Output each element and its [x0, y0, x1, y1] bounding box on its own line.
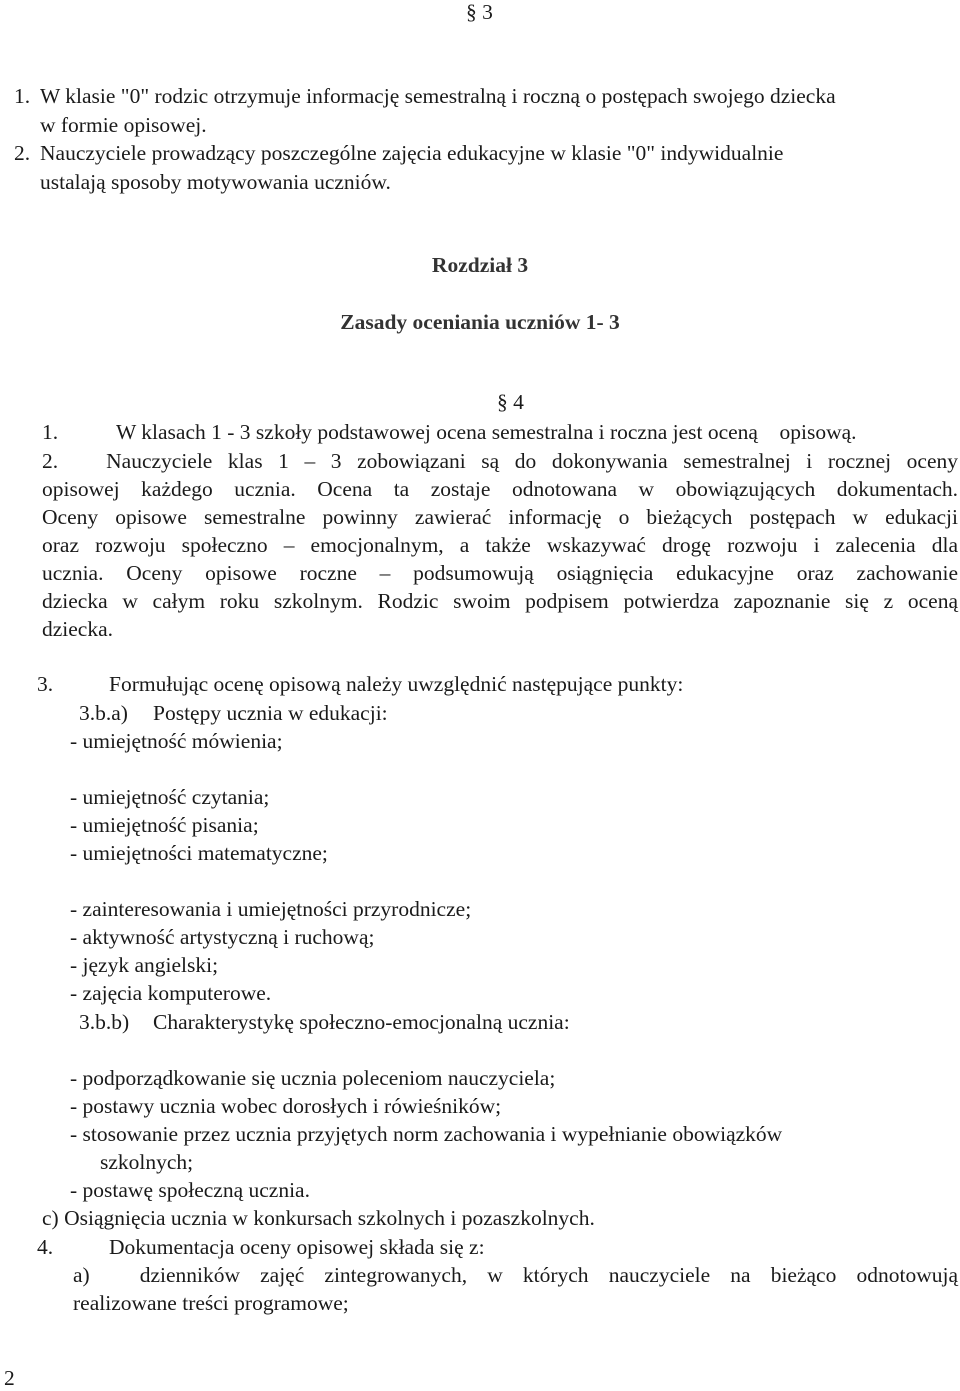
sub-text-continuation: realizowane treści programowe; — [73, 1291, 349, 1315]
paragraph-line: Oceny opisowe semestralne powinny zawierać informację o bieżących postępach w edukacji — [42, 505, 958, 529]
list-entry: - umiejętność mówienia; — [70, 729, 283, 753]
item-text: Nauczyciele prowadzący poszczególne zajęcia edukacyjne w klasie "0" indywidualnie — [40, 141, 784, 165]
list-item — [14, 86, 836, 108]
list-entry: - język angielski; — [70, 953, 219, 977]
list-entry: - zainteresowania i umiejętności przyrodnicze; — [70, 897, 472, 921]
list-item — [37, 674, 683, 696]
item-number: 1. — [42, 420, 59, 444]
paragraph-line: ucznia. Oceny opisowe roczne – podsumowują osiągnięcia edukacyjne oraz zachowanie — [42, 561, 958, 585]
list-entry: - postawę społeczną ucznia. — [70, 1178, 310, 1202]
list-entry: - podporządkowanie się ucznia poleceniom nauczyciela; — [70, 1066, 556, 1090]
item-text: W klasach 1 - 3 szkoły podstawowej ocena semestralna i roczna jest oceną opisową. — [116, 420, 857, 444]
item-text: W klasie "0" rodzic otrzymuje informację semestralną i roczną o postępach swojego dziecka — [40, 84, 836, 108]
item-number: 1. — [14, 84, 31, 108]
list-entry: - umiejętność pisania; — [70, 813, 259, 837]
list-item — [14, 143, 783, 165]
paragraph-line: oraz rozwoju społeczno – emocjonalnym, a także wskazywać drogę rozwoju i zalecenia dla — [42, 533, 958, 557]
sub-item — [73, 1265, 958, 1287]
sub-label: 3.b.b) — [79, 1010, 130, 1034]
list-entry-continuation: szkolnych; — [100, 1150, 194, 1174]
sub-title: Postępy ucznia w edukacji: — [153, 701, 388, 725]
list-entry: - umiejętność czytania; — [70, 785, 270, 809]
list-entry: - stosowanie przez ucznia przyjętych norm zachowania i wypełnianie obowiązków — [70, 1122, 783, 1146]
item-number: 2. — [14, 141, 31, 165]
sub-label: 3.b.a) — [79, 701, 128, 725]
paragraph-line: opisowej każdego ucznia. Ocena ta zostaje odnotowana w obowiązujących dokumentach. — [42, 477, 958, 501]
sub-text: dzienników zajęć zintegrowanych, w których nauczyciele na bieżąco odnotowują — [139, 1263, 958, 1287]
sub-heading: c) Osiągnięcia ucznia w konkursach szkolnych i pozaszkolnych. — [42, 1206, 595, 1230]
section-mark: § 3 — [466, 0, 493, 24]
sub-label: a) — [73, 1263, 90, 1287]
chapter-subtitle: Zasady oceniania uczniów 1- 3 — [340, 310, 620, 334]
item-text: Formułując ocenę opisową należy uwzględnić następujące punkty: — [109, 672, 684, 696]
item-text-continuation: w formie opisowej. — [40, 113, 207, 137]
paragraph-line: dziecka w całym roku szkolnym. Rodzic swoim podpisem potwierdza zapoznanie się z oceną — [42, 589, 958, 613]
item-text-continuation: ustalają sposoby motywowania uczniów. — [40, 170, 391, 194]
list-entry: - aktywność artystyczną i ruchową; — [70, 925, 375, 949]
section-mark: § 4 — [497, 390, 524, 414]
paragraph-line — [42, 451, 958, 473]
chapter-title: Rozdział 3 — [431, 253, 529, 277]
list-entry: - umiejętności matematyczne; — [70, 841, 328, 865]
item-number: 4. — [37, 1235, 54, 1259]
list-item — [37, 1237, 485, 1259]
sub-heading — [79, 703, 388, 725]
sub-heading — [79, 1012, 570, 1034]
item-number: 3. — [37, 672, 54, 696]
paragraph-line: dziecka. — [42, 617, 114, 641]
item-text: Nauczyciele klas 1 – 3 zobowiązani są do dokonywania semestralnej i rocznej oceny — [106, 449, 958, 473]
page-number: 2 — [4, 1366, 15, 1390]
list-item — [42, 422, 857, 444]
list-entry: - postawy ucznia wobec dorosłych i rówieśników; — [70, 1094, 502, 1118]
sub-title: Charakterystykę społeczno-emocjonalną ucznia: — [153, 1010, 570, 1034]
list-entry: - zajęcia komputerowe. — [70, 981, 272, 1005]
item-text: Dokumentacja oceny opisowej składa się z: — [109, 1235, 485, 1259]
item-number: 2. — [42, 449, 59, 473]
